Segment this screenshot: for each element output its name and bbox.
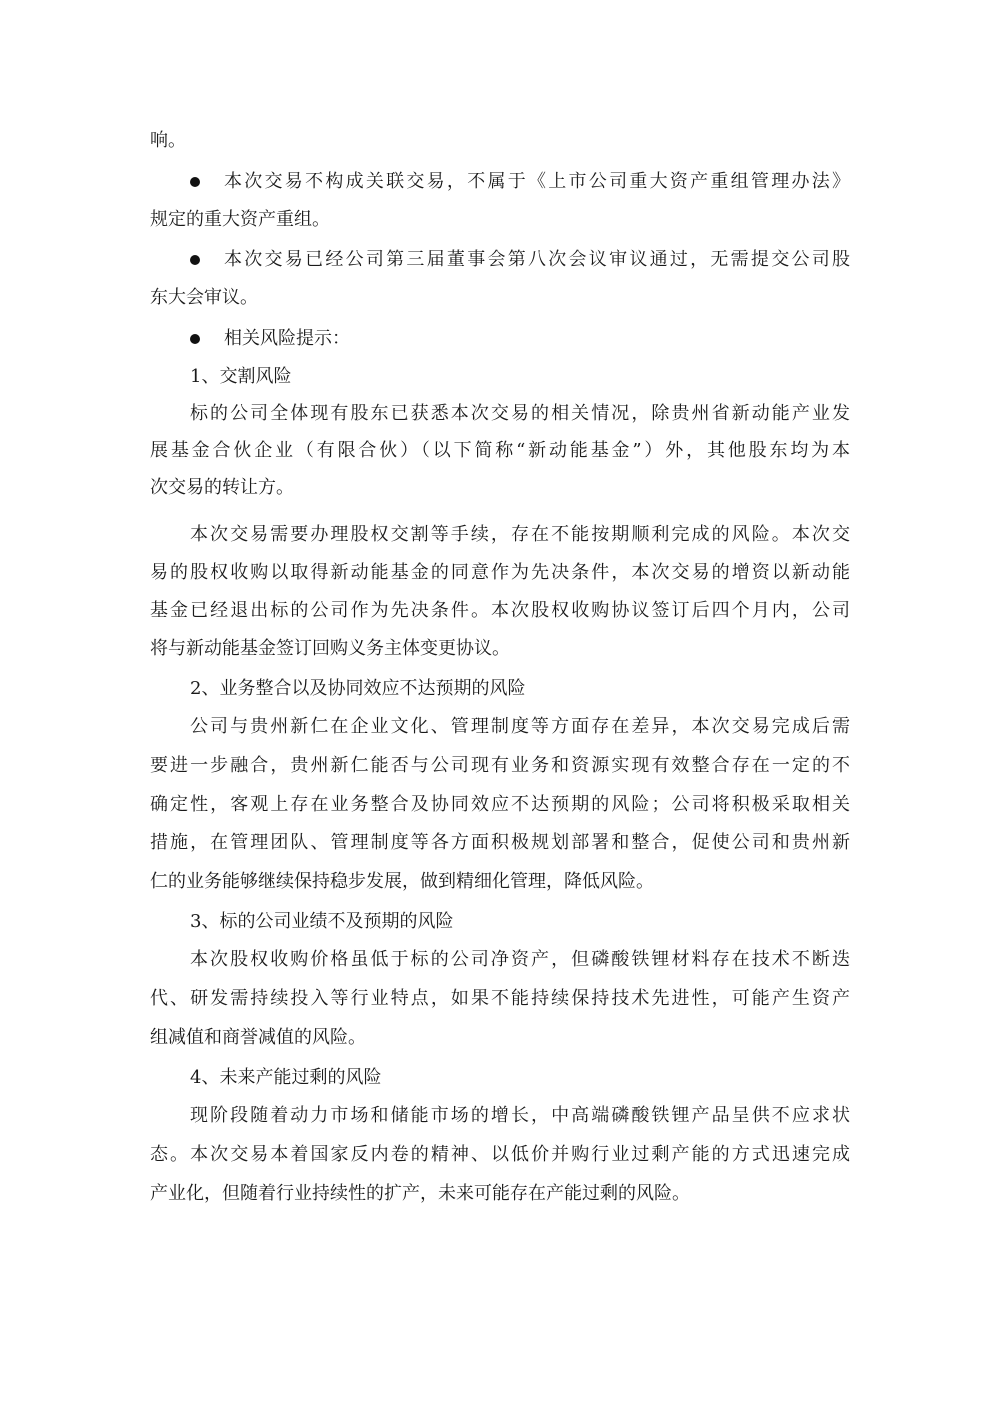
text-line [0,556,1000,590]
paragraph-text: 基金已经退出标的公司作为先决条件。本次股权收购协议签订后四个月内，公司 [150,600,850,621]
text-line [0,749,1000,783]
bullet-text-cont: 规定的重大资产重组。 [150,209,330,230]
text-line [0,1099,1000,1133]
text-line [0,865,1000,899]
paragraph-text: 将与新动能基金签订回购义务主体变更协议。 [150,638,510,659]
paragraph-text: 措施，在管理团队、管理制度等各方面积极规划部署和整合，促使公司和贵州新 [150,832,850,853]
text-line [0,982,1000,1016]
bullet-text: 本次交易不构成关联交易，不属于《上市公司重大资产重组管理办法》 [224,171,850,192]
section-heading-1 [0,360,1000,394]
text-line [0,434,1000,468]
text-line [0,397,1000,431]
section-heading-2 [0,672,1000,706]
paragraph-text: 现阶段随着动力市场和储能市场的增长，中高端磷酸铁锂产品呈供不应求状 [190,1105,850,1126]
text-line [0,203,1000,237]
paragraph-text: 本次交易需要办理股权交割等手续，存在不能按期顺利完成的风险。本次交 [190,524,850,545]
paragraph-text: 仁的业务能够继续保持稳步发展，做到精细化管理，降低风险。 [150,871,654,892]
bullet-dot-icon [190,334,200,344]
text-line [0,826,1000,860]
heading-text: 4、未来产能过剩的风险 [190,1067,382,1088]
heading-text: 1、交割风险 [190,366,292,387]
paragraph-text: 代、研发需持续投入等行业特点，如果不能持续保持技术先进性，可能产生资产 [150,988,850,1009]
text-line [0,471,1000,505]
continuation-text: 响。 [150,130,186,151]
text-line [0,518,1000,552]
text-line [0,943,1000,977]
text-line [0,632,1000,666]
bullet-item-1 [0,165,1000,199]
text-line [0,594,1000,628]
bullet-dot-icon [190,177,200,187]
bullet-item-3 [0,322,1000,356]
bullet-text: 相关风险提示： [224,328,350,349]
paragraph-text: 展基金合伙企业（有限合伙）（以下简称“新动能基金”）外，其他股东均为本 [150,440,850,461]
text-line [0,788,1000,822]
paragraph-text: 要进一步融合，贵州新仁能否与公司现有业务和资源实现有效整合存在一定的不 [150,755,850,776]
paragraph-text: 产业化，但随着行业持续性的扩产，未来可能存在产能过剩的风险。 [150,1183,690,1204]
section-heading-3 [0,905,1000,939]
paragraph-text: 组减值和商誉减值的风险。 [150,1027,366,1048]
section-heading-4 [0,1061,1000,1095]
paragraph-text: 态。本次交易本着国家反内卷的精神、以低价并购行业过剩产能的方式迅速完成 [150,1144,850,1165]
paragraph-text: 本次股权收购价格虽低于标的公司净资产，但磷酸铁锂材料存在技术不断迭 [190,949,850,970]
bullet-text: 本次交易已经公司第三届董事会第八次会议审议通过，无需提交公司股 [224,249,850,270]
bullet-text-cont: 东大会审议。 [150,287,258,308]
text-line [0,124,1000,158]
paragraph-text: 确定性，客观上存在业务整合及协同效应不达预期的风险；公司将积极采取相关 [150,794,850,815]
bullet-dot-icon [190,255,200,265]
text-line [0,1138,1000,1172]
bullet-item-2 [0,243,1000,277]
text-line [0,1177,1000,1211]
paragraph-text: 易的股权收购以取得新动能基金的同意作为先决条件，本次交易的增资以新动能 [150,562,850,583]
paragraph-text: 次交易的转让方。 [150,477,294,498]
heading-text: 2、业务整合以及协同效应不达预期的风险 [190,678,526,699]
text-line [0,281,1000,315]
text-line [0,710,1000,744]
paragraph-text: 标的公司全体现有股东已获悉本次交易的相关情况，除贵州省新动能产业发 [190,403,850,424]
paragraph-text: 公司与贵州新仁在企业文化、管理制度等方面存在差异，本次交易完成后需 [190,716,850,737]
heading-text: 3、标的公司业绩不及预期的风险 [190,911,454,932]
text-line [0,1021,1000,1055]
